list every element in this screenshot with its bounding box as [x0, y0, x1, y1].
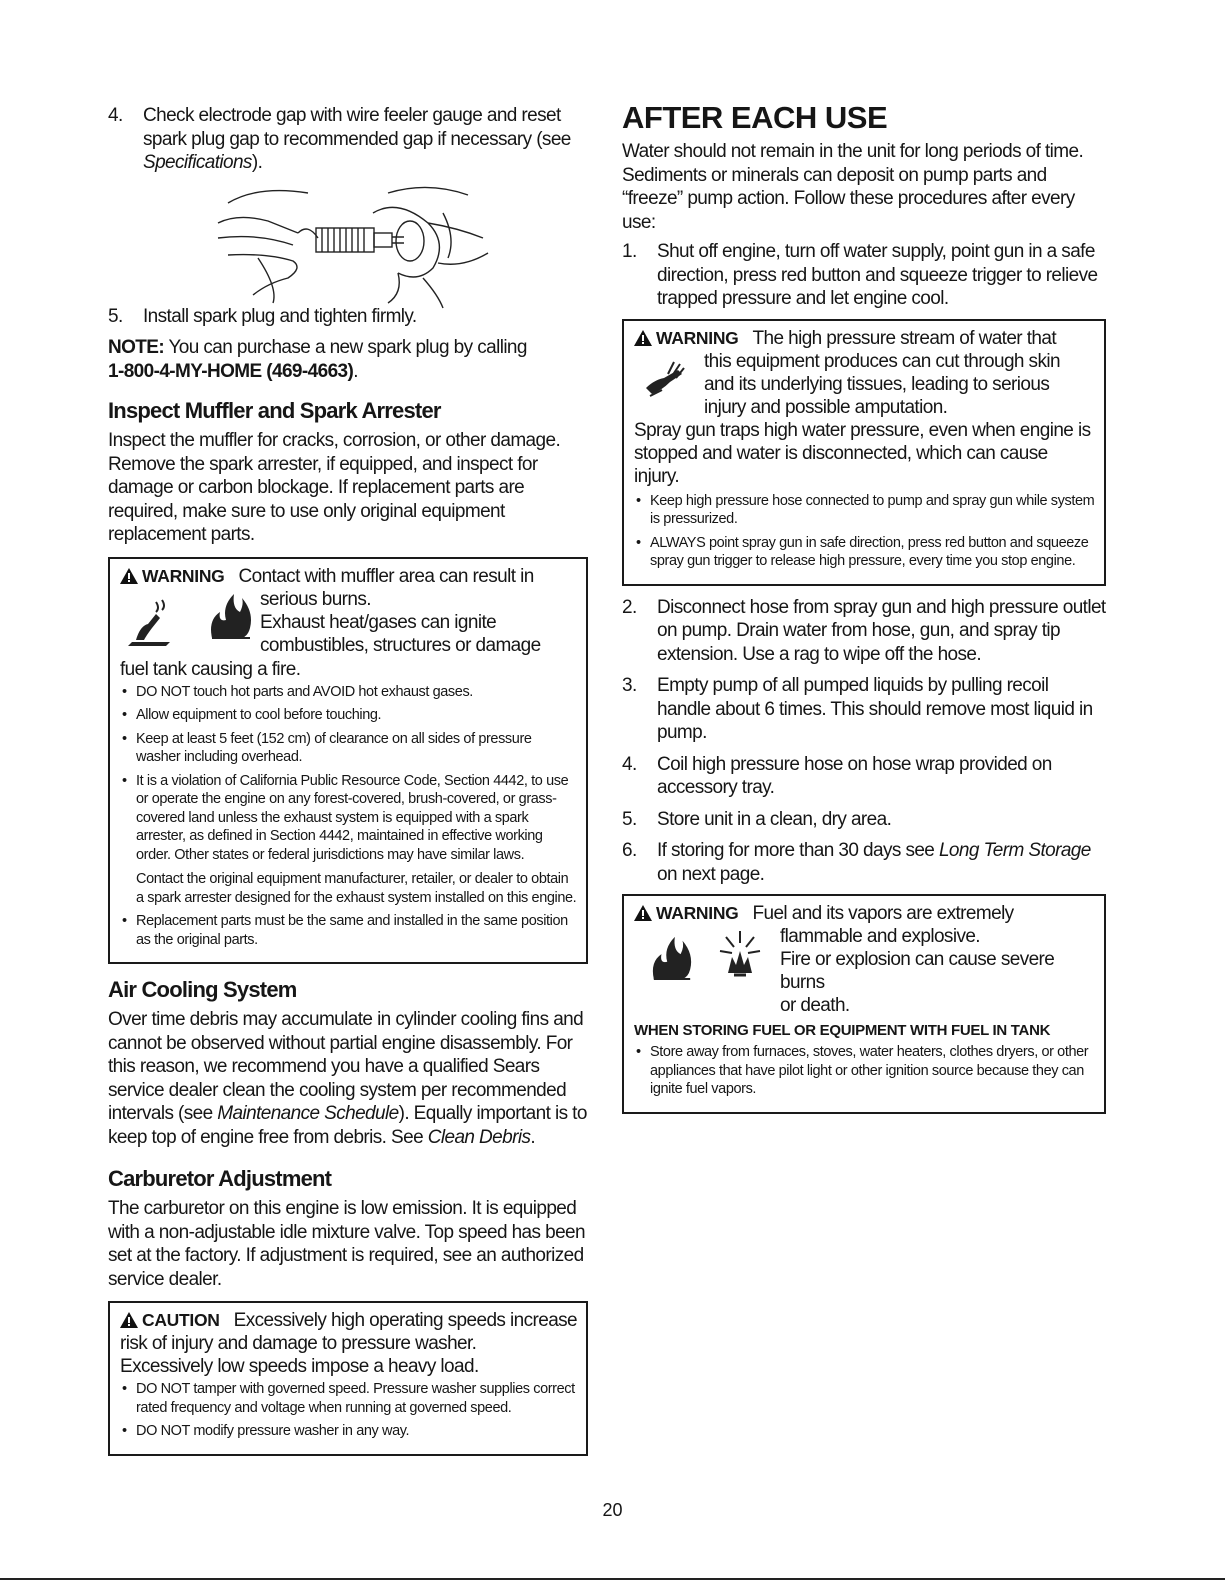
- fire-icon: [208, 590, 254, 640]
- warning-bullet: • DO NOT touch hot parts and AVOID hot exhaust gases.: [120, 683, 578, 702]
- caution-box: CAUTION Excessively high operating speeds increase risk of injury and damage to pressure washer. Excessively low speeds impose a heavy load. • DO NOT tamper with governed speed. Pressure washer supplies correct rated frequency and voltage when running at governed speed. • DO NOT modify pressure washer in any way.: [108, 1301, 588, 1456]
- after-use-step-1: 1. Shut off engine, turn off water supply, point gun in a safe direction, press red button and squeeze trigger to relieve trapped pressure and let engine cool.: [622, 241, 1098, 309]
- carburetor-paragraph: The carburetor on this engine is low emission. It is equipped with a non-adjustable idle mixture valve. Top speed has been set at the factory. If adjustment is required, see an authorized service dealer.: [108, 1198, 585, 1290]
- warning-bullet: • It is a violation of California Public Resource Code, Section 4442, to use or operate the engine on any forest-covered, brush-covered, or grass-covered land unless the exhaust system is equipped with a spark arrester, as defined in Section 4442, maintained in effective working order. Other states or federal jurisdictions may have similar laws. Contact the original equipment manufacturer, retailer, or dealer to obtain a spark arrester designed for the exhaust system installed on this engine.: [120, 772, 578, 908]
- alert-triangle-icon: [120, 1312, 138, 1328]
- hot-surface-icon: [126, 596, 176, 648]
- fuel-storage-subhead: WHEN STORING FUEL OR EQUIPMENT WITH FUEL IN TANK: [634, 1022, 1051, 1039]
- step-5: 5. Install spark plug and tighten firmly.: [108, 305, 417, 327]
- muffler-warning-box: WARNING Contact with muffler area can result in serious burns. Exhaust heat/gases can ignite combustibles, structures or damage fuel tank causing a fire. • DO NOT touch hot parts and AVOID hot exhaust gases. • Allow equipment to cool before touching. • Keep at least 5 feet (152 cm) of clearance on all sides of pressure washer including overhead. • It is a violation of California Public Resource Code, Section 4442, to use or operate the engine on any forest-covered, brush-covered, or grass-covered land unless the exhaust system is equipped with a spark arrester, as defined in Section 4442, maintained in effective working order. Other states or federal jurisdictions may have similar laws. Contact the original equipment manufacturer, retailer, or dealer to obtain a spark arrester designed for the exhaust system installed on this engine. • Replacement parts must be the same and installed in the same position as the original parts.: [108, 557, 588, 965]
- warning-bullet: • Replacement parts must be the same and installed in the same position as the original parts.: [120, 912, 578, 949]
- alert-triangle-icon: [120, 568, 138, 584]
- caution-bullet: • DO NOT modify pressure washer in any way.: [120, 1422, 578, 1441]
- page-bottom-rule: [0, 1578, 1225, 1580]
- after-use-step-6: 6. If storing for more than 30 days see Long Term Storage on next page.: [622, 840, 1091, 885]
- warning-bullet: • Keep high pressure hose connected to pump and spray gun while system is pressurized.: [634, 492, 1096, 529]
- carburetor-heading: Carburetor Adjustment: [108, 1166, 332, 1191]
- fire-icon: [650, 933, 694, 981]
- after-use-step: 3. Empty pump of all pumped liquids by pulling recoil handle about 6 times. This should remove most liquid in pump.: [622, 675, 1093, 743]
- high-pressure-warning-box: WARNING The high pressure stream of water that this equipment produces can cut through skin and its underlying tissues, leading to serious injury and possible amputation. Spray gun traps high water pressure, even when engine is stopped and water is disconnected, which can cause injury. • Keep high pressure hose connected to pump and spray gun while system is pressurized. • ALWAYS point spray gun in safe direction, press red button and squeeze spray gun trigger to release high pressure, every time you stop engine.: [622, 319, 1106, 586]
- warning-bullet: • ALWAYS point spray gun in safe direction, press red button and squeeze spray gun trigger to release high pressure, every time you stop engine.: [634, 534, 1096, 571]
- alert-triangle-icon: [634, 905, 652, 921]
- page-number: 20: [602, 1500, 623, 1520]
- after-use-step: 2. Disconnect hose from spray gun and high pressure outlet on pump. Drain water from hose, gun, and spray tip extension. Use a rag to wipe off the hose.: [622, 596, 1106, 665]
- fuel-storage-warning-box: WARNING Fuel and its vapors are extremely flammable and explosive. Fire or explosion can cause severe burns or death. WHEN STORING FUEL OR EQUIPMENT WITH FUEL IN TANK • Store away from furnaces, stoves, water heaters, clothes dryers, or other appliances that have pilot light or other ignition source because they can ignite fuel vapors.: [622, 894, 1106, 1114]
- caution-bullets: [120, 1380, 578, 1441]
- warning-bullet: • Store away from furnaces, stoves, water heaters, clothes dryers, or other appliances that have pilot light or other ignition source because they can ignite fuel vapors.: [634, 1043, 1096, 1099]
- after-use-step: 5. Store unit in a clean, dry area.: [622, 808, 892, 830]
- step-4: 4. Check electrode gap with wire feeler gauge and reset spark plug gap to recommended gap if necessary (see Specifications).: [108, 105, 571, 173]
- warning-bullet: • Keep at least 5 feet (152 cm) of clearance on all sides of pressure washer including overhead.: [120, 730, 578, 767]
- right-column: [622, 100, 1106, 1114]
- after-use-step: 4. Coil high pressure hose on hose wrap provided on accessory tray.: [622, 753, 1052, 798]
- after-use-steps: [622, 596, 1106, 887]
- fuel-storage-bullets: [634, 1043, 1096, 1099]
- hand-injection-icon: [644, 360, 688, 400]
- alert-triangle-icon: [634, 330, 652, 346]
- after-each-use-heading: AFTER EACH USE: [622, 100, 888, 135]
- inspect-muffler-heading: Inspect Muffler and Spark Arrester: [108, 398, 441, 423]
- muffler-paragraph: Inspect the muffler for cracks, corrosion, or other damage. Remove the spark arrester, if equipped, and inspect for damage or carbon blockage. If replacement parts are required, make sure to use only original equipment replacement parts.: [108, 430, 561, 545]
- muffler-warning-bullets: [120, 683, 578, 950]
- warning-bullet: • Allow equipment to cool before touching.: [120, 706, 578, 725]
- air-cooling-paragraph: Over time debris may accumulate in cylinder cooling fins and cannot be observed without partial engine disassembly. For this reason, we recommend you have a qualified Sears service dealer clean the cooling system per recommended intervals (see Maintenance Schedule). Equally important is to keep top of engine free from debris. See Clean Debris.: [108, 1009, 587, 1148]
- note-paragraph: NOTE: You can purchase a new spark plug by calling 1-800-4-MY-HOME (469-4663).: [108, 337, 527, 382]
- air-cooling-heading: Air Cooling System: [108, 977, 297, 1002]
- after-use-intro: Water should not remain in the unit for long periods of time. Sediments or minerals can deposit on pump parts and “freeze” pump action. Follow these procedures after every use:: [622, 141, 1084, 233]
- left-column: [108, 100, 588, 1456]
- spark-plug-gap-illustration: [198, 183, 498, 311]
- high-pressure-bullets: [634, 492, 1096, 571]
- explosion-icon: [718, 929, 762, 979]
- caution-bullet: • DO NOT tamper with governed speed. Pressure washer supplies correct rated frequency and voltage when running at governed speed.: [120, 1380, 578, 1417]
